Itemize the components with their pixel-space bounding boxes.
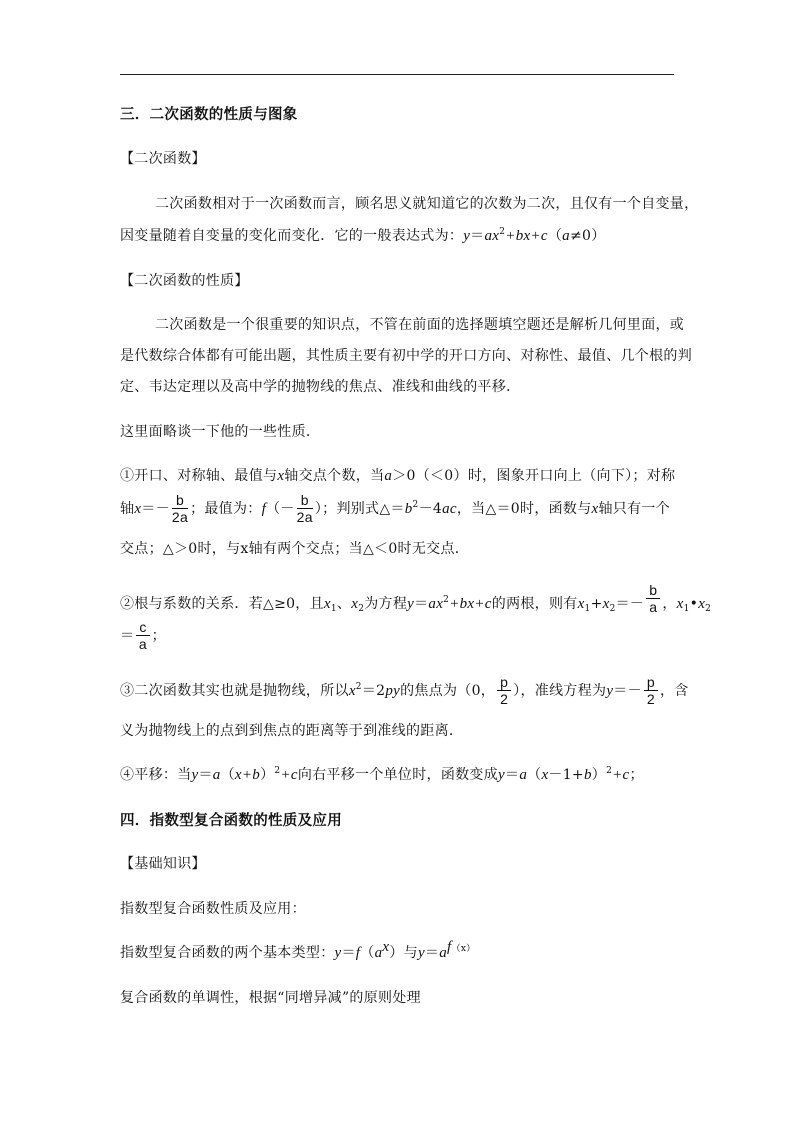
section-heading-3: 三．二次函数的性质与图象 bbox=[120, 107, 298, 123]
fraction: $\frac{c}{a}$ bbox=[136, 619, 149, 653]
fraction: $\frac{p}{2}$ bbox=[644, 674, 658, 708]
item-1-line: 轴x＝－ $\frac{b}{2a}$ ；最值为：f（－ $\frac{b}{2a}$ ）；判别式$\triangle=b^2-4ac$，当△＝0时，函数与x轴只有一个 bbox=[120, 492, 670, 525]
fraction: $\frac{b}{2a}$ bbox=[171, 492, 189, 525]
fraction: $\frac{p}{2}$ bbox=[497, 674, 511, 708]
paragraph-line: 因变量随着自变量的变化而变化．它的一般表达式为：$y=ax^2+bx+c(a\ne 0)$ bbox=[120, 227, 606, 244]
tag-quadratic: 【二次函数】 bbox=[120, 151, 206, 167]
item-4-line: ④平移：当$y=a(x+b)^2+c$向右平移一个单位时，函数变成$y=a(x-1+b)^2+c$； bbox=[120, 766, 644, 783]
section-heading-4: 四．指数型复合函数的性质及应用 bbox=[120, 813, 342, 829]
fraction: $\frac{b}{a}$ bbox=[646, 582, 660, 616]
header-rule bbox=[120, 74, 674, 75]
paragraph-line: 二次函数是一个很重要的知识点，不管在前面的选择题填空题还是解析几何里面，或 bbox=[155, 317, 685, 333]
tag-quadratic-properties: 【二次函数的性质】 bbox=[120, 273, 249, 289]
paragraph-line: 这里面略谈一下他的一些性质． bbox=[120, 424, 321, 440]
item-3-line: ③二次函数其实也就是抛物线，所以$x^2=2py$的焦点为（0， $\frac{p}{2}$ ），准线方程为y＝－ $\frac{p}{2}$ ，含 bbox=[120, 674, 689, 707]
item-1-line: 交点；△＞0时，与x轴有两个交点；当△＜0时无交点． bbox=[120, 541, 470, 557]
paragraph-line: 复合函数的单调性，根据“同增异减”的原则处理 bbox=[120, 990, 421, 1006]
paragraph-line: 定、韦达定理以及高中学的抛物线的焦点、准线和曲线的平移． bbox=[120, 379, 521, 395]
paragraph-line: 指数型复合函数的两个基本类型：$y=f(a^x)$与$y=a^{f(x)}$ bbox=[120, 939, 476, 961]
item-2-line: ②根与系数的关系．若△≥0，且$x_1$、$x_2$为方程$y=ax^2+bx+c$的两根，则有$x_1+x_2=-$ $\frac{b}{a}$ ，$x_1•x_2$ bbox=[120, 582, 712, 615]
fraction: $\frac{b}{2a}$ bbox=[296, 492, 313, 525]
paragraph-line: 二次函数相对于一次函数而言，顾名思义就知道它的次数为二次，且仅有一个自变量， bbox=[155, 196, 699, 212]
item-2-line: ＝ $\frac{c}{a}$ ； bbox=[120, 619, 166, 652]
tag-basic-knowledge: 【基础知识】 bbox=[120, 856, 206, 872]
paragraph-line: 是代数综合体都有可能出题，其性质主要有初中学的开口方向、对称性、最值、几个根的判 bbox=[120, 348, 692, 364]
paragraph-line: 指数型复合函数性质及应用： bbox=[120, 901, 306, 917]
item-1-line: ①开口、对称轴、最值与x轴交点个数，当a＞0（＜0）时，图象开口向上（向下）；对称 bbox=[120, 468, 676, 484]
item-3-line: 义为抛物线上的点到到焦点的距离等于到准线的距离． bbox=[120, 723, 464, 739]
